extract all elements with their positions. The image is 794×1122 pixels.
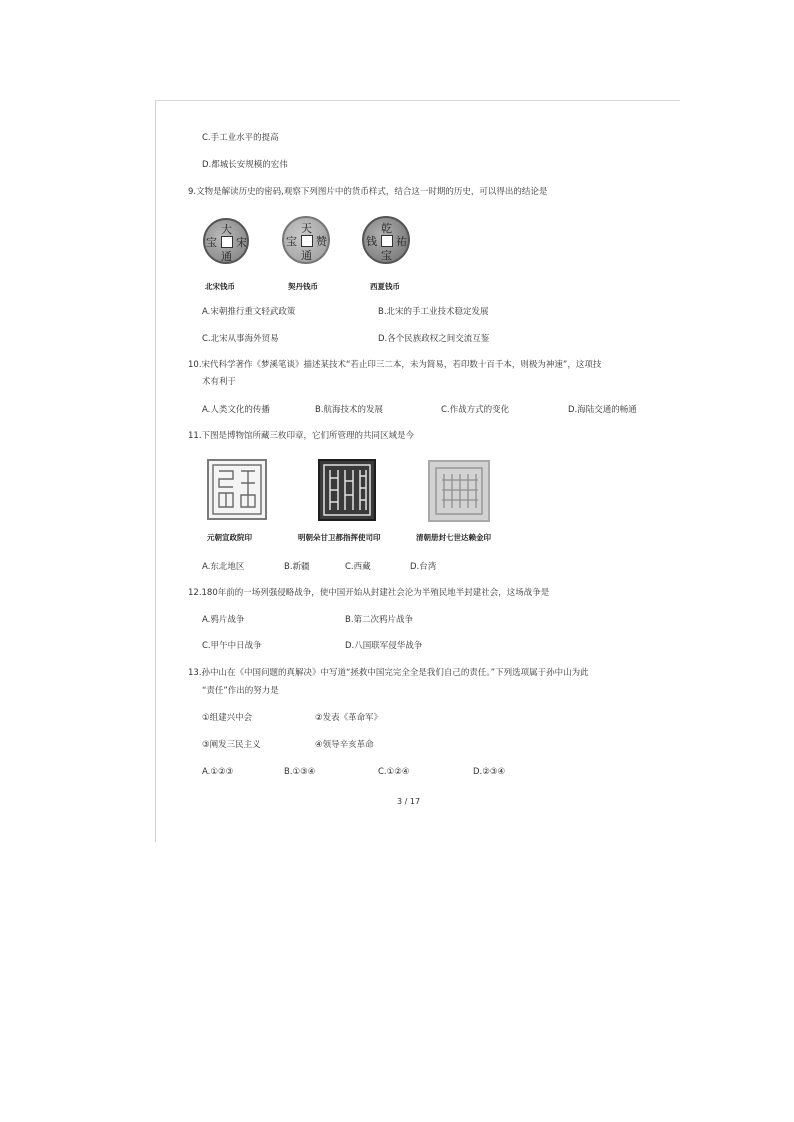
page-number: 3 / 17 (397, 797, 421, 806)
q10-stem-line2: 术有利于 (202, 377, 237, 387)
q10-option-d: D.海陆交通的畅通 (568, 405, 637, 415)
q8-option-d: D.都城长安规模的宏伟 (202, 160, 288, 170)
coin-char-bottom: 宝 (381, 249, 392, 262)
q8-option-c: C.手工业水平的提高 (202, 133, 279, 143)
q11-option-c: C.西藏 (345, 562, 371, 572)
q13-item-4: ④领导辛亥革命 (315, 740, 374, 750)
q12-option-d: D.八国联军侵华战争 (345, 641, 423, 651)
ming-seal-caption: 明朝朵甘卫都指挥使司印 (298, 533, 381, 542)
q13-stem-line1: 13.孙中山在《中国问题的真解决》中写道“拯救中国完完全全是我们自己的责任。”下列选项属于孙中山为此 (188, 668, 589, 678)
q11-option-d: D.台湾 (410, 562, 437, 572)
coin-char-top: 天 (301, 222, 312, 235)
q10-option-b: B.航海技术的发展 (315, 405, 384, 415)
western-xia-coin-image (362, 216, 410, 264)
q9-option-d: D.各个民族政权之间交流互鉴 (378, 334, 490, 344)
q11-option-a: A.东北地区 (202, 562, 245, 572)
q13-option-a: A.①②③ (202, 767, 234, 777)
northern-song-coin-caption: 北宋钱币 (205, 282, 235, 291)
q9-option-c: C.北宋从事海外贸易 (202, 334, 279, 344)
coin-char-left: 宝 (206, 236, 217, 249)
q11-stem: 11.下图是博物馆所藏三枚印章，它们所管理的共同区域是今 (188, 431, 415, 441)
q13-option-d: D.②③④ (473, 767, 506, 777)
q9-option-b: B.北宋的手工业技术稳定发展 (378, 307, 489, 317)
ming-seal-image (318, 459, 376, 521)
coin-char-bottom: 通 (301, 249, 312, 262)
western-xia-coin-caption: 西夏钱币 (370, 282, 400, 291)
q10-option-c: C.作战方式的变化 (441, 405, 510, 415)
q11-option-b: B.新疆 (284, 562, 310, 572)
q12-option-b: B.第二次鸦片战争 (345, 615, 414, 625)
yuan-seal-caption: 元朝宣政院印 (207, 533, 252, 542)
yuan-seal-image (207, 459, 267, 520)
q13-item-2: ②发表《革命军》 (315, 713, 383, 723)
coin-char-right: 赞 (316, 235, 327, 248)
coin-char-right: 祐 (396, 235, 407, 248)
coin-char-bottom: 通 (221, 250, 232, 263)
q10-option-a: A.人类文化的传播 (202, 405, 270, 415)
q13-option-b: B.①③④ (284, 767, 316, 777)
coin-char-left: 钱 (366, 235, 377, 248)
page-left-edge (155, 100, 156, 842)
q13-stem-line2: “责任”作出的努力是 (202, 686, 279, 696)
page-top-edge (155, 100, 680, 101)
q12-stem: 12.180年前的一场列强侵略战争，使中国开始从封建社会沦为半殖民地半封建社会，这场战争是 (188, 588, 550, 598)
khitan-coin-caption: 契丹钱币 (288, 282, 318, 291)
q9-option-a: A.宋朝推行重文轻武政策 (202, 307, 296, 317)
coin-char-top: 乾 (381, 222, 392, 235)
coin-char-right: 宋 (236, 236, 247, 249)
coin-char-top: 大 (221, 223, 232, 236)
q9-stem: 9.文物是解读历史的密码,观察下列图片中的货币样式，结合这一时期的历史，可以得出的结论是 (188, 187, 548, 197)
northern-song-coin-image (203, 218, 249, 264)
q13-item-1: ①组建兴中会 (202, 713, 253, 723)
q12-option-a: A.鸦片战争 (202, 615, 245, 625)
q10-stem-line1: 10.宋代科学著作《梦溪笔谈》描述某技术“若止印三二本，未为简易，若印数十百千本，则极为神速”，这项技 (188, 360, 602, 370)
qing-seal-caption: 清朝册封七世达赖金印 (416, 533, 491, 542)
q13-item-3: ③阐发三民主义 (202, 740, 261, 750)
khitan-coin-image (282, 216, 330, 264)
q12-option-c: C.甲午中日战争 (202, 641, 262, 651)
coin-char-left: 宝 (286, 235, 297, 248)
q13-option-c: C.①②④ (378, 767, 410, 777)
qing-seal-image (428, 460, 490, 522)
